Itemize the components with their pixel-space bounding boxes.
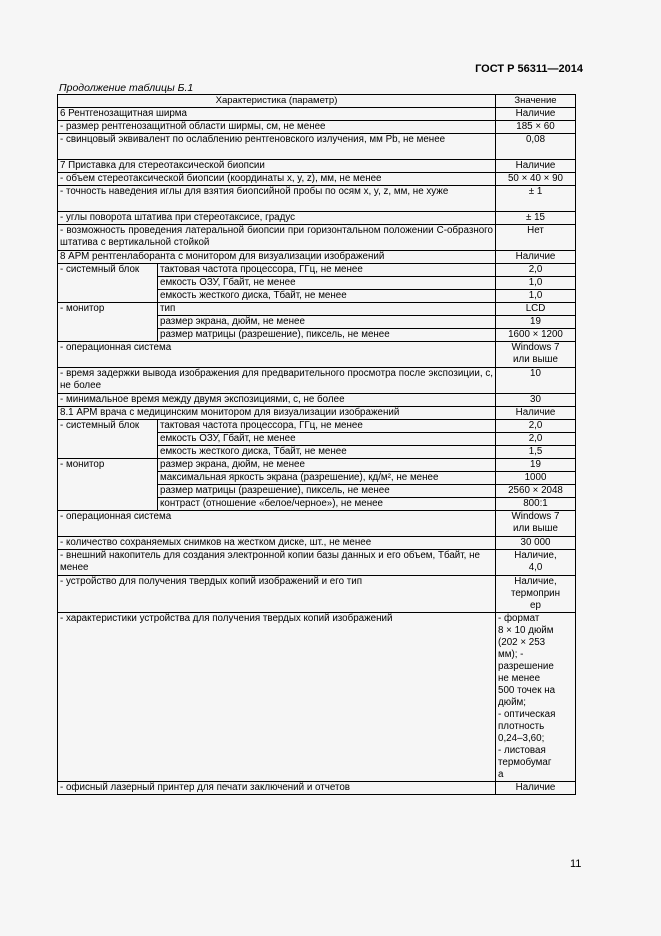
- table-row: - устройство для получения твердых копий изображений и его тип Наличие, термоприн ер: [58, 576, 576, 613]
- table-row: - офисный лазерный принтер для печати заключений и отчетов Наличие: [58, 782, 576, 795]
- table-row: емкость жесткого диска, Тбайт, не менее 1,5: [58, 446, 576, 459]
- standard-number: ГОСТ Р 56311—2014: [475, 63, 583, 75]
- table-row: - количество сохраняемых снимков на жестком диске, шт., не менее 30 000: [58, 537, 576, 550]
- table-row: - системный блок тактовая частота процессора, ГГц, не менее 2,0: [58, 420, 576, 433]
- table-header: [58, 95, 576, 108]
- table-row: контраст (отношение «белое/черное»), не менее 800:1: [58, 498, 576, 511]
- table-row: - возможность проведения латеральной биопсии при горизонтальном положении С-образного штатива с вертикальной стойкой Нет: [58, 225, 576, 251]
- table-row: - внешний накопитель для создания электронной копии базы данных и его объем, Тбайт, не менее Наличие, 4,0: [58, 550, 576, 576]
- table-row: - операционная система Windows 7 или выше: [58, 511, 576, 537]
- table-row: размер матрицы (разрешение), пиксель, не менее 2560 × 2048: [58, 485, 576, 498]
- table-row: 7 Приставка для стереотаксической биопсии Наличие: [58, 160, 576, 173]
- table-row: - свинцовый эквивалент по ослаблению рентгеновского излучения, мм Pb, не менее 0,08: [58, 134, 576, 160]
- col-characteristic: Характеристика (параметр): [58, 95, 496, 108]
- table-row: - размер рентгенозащитной области ширмы, см, не менее 185 × 60: [58, 121, 576, 134]
- table-row: - точность наведения иглы для взятия биопсийной пробы по осям x, y, z, мм, не хуже ± 1: [58, 186, 576, 212]
- table-row: - время задержки вывода изображения для предварительного просмотра после экспозиции, с, не более 10: [58, 368, 576, 394]
- table-row: емкость жесткого диска, Тбайт, не менее 1,0: [58, 290, 576, 303]
- table-row: емкость ОЗУ, Гбайт, не менее 1,0: [58, 277, 576, 290]
- table-row: - монитор тип LCD: [58, 303, 576, 316]
- table-row: - углы поворота штатива при стереотаксисе, градус ± 15: [58, 212, 576, 225]
- page-number: 11: [570, 858, 582, 870]
- table-row: 8 АРМ рентгенлаборанта с монитором для визуализации изображений Наличие: [58, 251, 576, 264]
- table-row: - объем стереотаксической биопсии (координаты x, y, z), мм, не менее 50 × 40 × 90: [58, 173, 576, 186]
- table-row: - операционная система Windows 7 или выше: [58, 342, 576, 368]
- table-row: 8.1 АРМ врача с медицинским монитором для визуализации изображений Наличие: [58, 407, 576, 420]
- table-row: размер матрицы (разрешение), пиксель, не менее 1600 × 1200: [58, 329, 576, 342]
- table-continuation-caption: Продолжение таблицы Б.1: [59, 82, 194, 94]
- spec-table: [57, 94, 576, 795]
- table-row: максимальная яркость экрана (разрешение), кд/м², не менее 1000: [58, 472, 576, 485]
- table-row: - характеристики устройства для получения твердых копий изображений - формат 8 × 10 дюйм (202 × 253 мм); - разрешение не менее 500 точек на дюйм; - оптическая плотность 0,24–3,60; - листовая термобумаг а: [58, 613, 576, 782]
- table-row: - системный блок тактовая частота процессора, ГГц, не менее 2,0: [58, 264, 576, 277]
- table-row: - минимальное время между двумя экспозициями, с, не более 30: [58, 394, 576, 407]
- col-value: Значение: [496, 95, 576, 108]
- table-row: 6 Рентгенозащитная ширма Наличие: [58, 108, 576, 121]
- table-row: - монитор размер экрана, дюйм, не менее 19: [58, 459, 576, 472]
- table-row: размер экрана, дюйм, не менее 19: [58, 316, 576, 329]
- table-row: емкость ОЗУ, Гбайт, не менее 2,0: [58, 433, 576, 446]
